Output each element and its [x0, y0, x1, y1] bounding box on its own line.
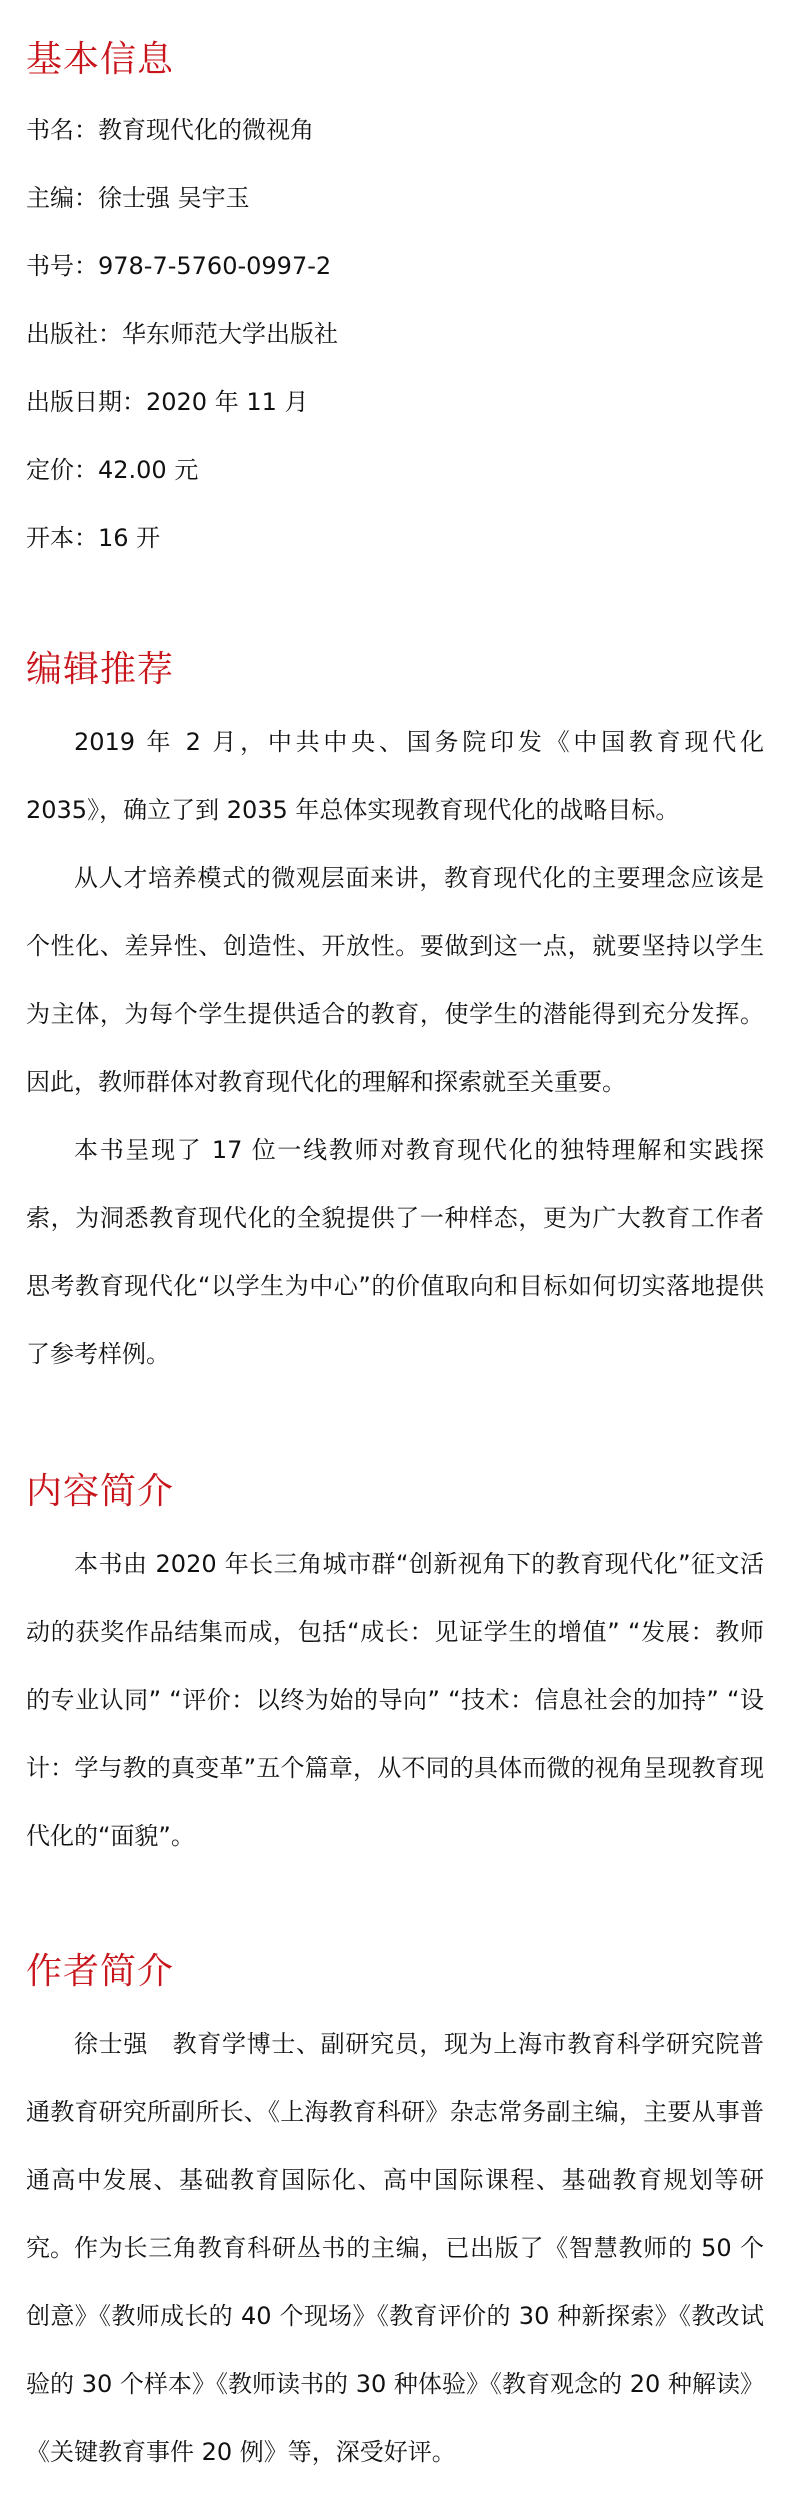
basic-info-heading: 基本信息: [26, 39, 175, 80]
author-paragraph: 徐士强 教育学博士、副研究员，现为上海市教育科学研究院普通教育研究所副所长、《上海教育科研》杂志常务副主编，主要从事普通高中发展、基础教育国际化、高中国际课程、基础教育规划等研究。: [26, 2030, 764, 2262]
editor-line: 主编：徐士强 吴宇玉: [26, 184, 250, 212]
summary-paragraph: 本书由 2020 年长三角城市群“创新视角下的教育现代化”征文活动的获奖作品结集而成，包括“成长：见证学生的增值” “发展：教师的专业认同” “评价：以终为始的导向” “技术：信息社会的加持” “设计：学与教的真变革”五个篇章，从不同的具体而微的视角呈现教育现代化的“面貌”。: [26, 1550, 764, 1850]
content-summary-heading: 内容简介: [26, 1471, 175, 1512]
publisher-line: 出版社：华东师范大学出版社: [26, 320, 338, 348]
price-line: 定价：42.00 元: [26, 456, 199, 484]
format-line: 开本：16 开: [26, 524, 161, 552]
recommendation-paragraph: 从人才培养模式的微观层面来讲，教育现代化的主要理念应该是个性化、差异性、创造性、开放性。要做到这一点，就要坚持以学生为主体，为每个学生提供适合的教育，使学生的潜能得到充分发挥。因此，教师群体对教育现代化的理解和探索就至关重要。: [26, 864, 764, 1096]
publish-date-line: 出版日期：2020 年 11 月: [26, 388, 309, 416]
book-title-line: 书名：教育现代化的微视角: [26, 116, 314, 144]
author-paragraph: 作为长三角教育科研丛书的主编，已出版了《智慧教师的 50 个创意》《教师成长的 40 个现场》《教育评价的 30 种新探索》《教改试验的 30 个样本》《教师读书的 30 种体验》《教育观念的 20 种解读》《关键教育事件 20 例》等，深受好评。: [26, 2234, 764, 2466]
editor-recommendation-heading: 编辑推荐: [26, 649, 175, 690]
author-intro-heading: 作者简介: [26, 1951, 175, 1992]
recommendation-paragraph: 2019 年 2 月，中共中央、国务院印发《中国教育现代化 2035》，确立了到 2035 年总体实现教育现代化的战略目标。: [26, 728, 764, 824]
recommendation-paragraph: 本书呈现了 17 位一线教师对教育现代化的独特理解和实践探索，为洞悉教育现代化的全貌提供了一种样态，更为广大教育工作者思考教育现代化“以学生为中心”的价值取向和目标如何切实落地提供了参考样例。: [26, 1136, 764, 1368]
isbn-line: 书号：978-7-5760-0997-2: [26, 252, 332, 280]
